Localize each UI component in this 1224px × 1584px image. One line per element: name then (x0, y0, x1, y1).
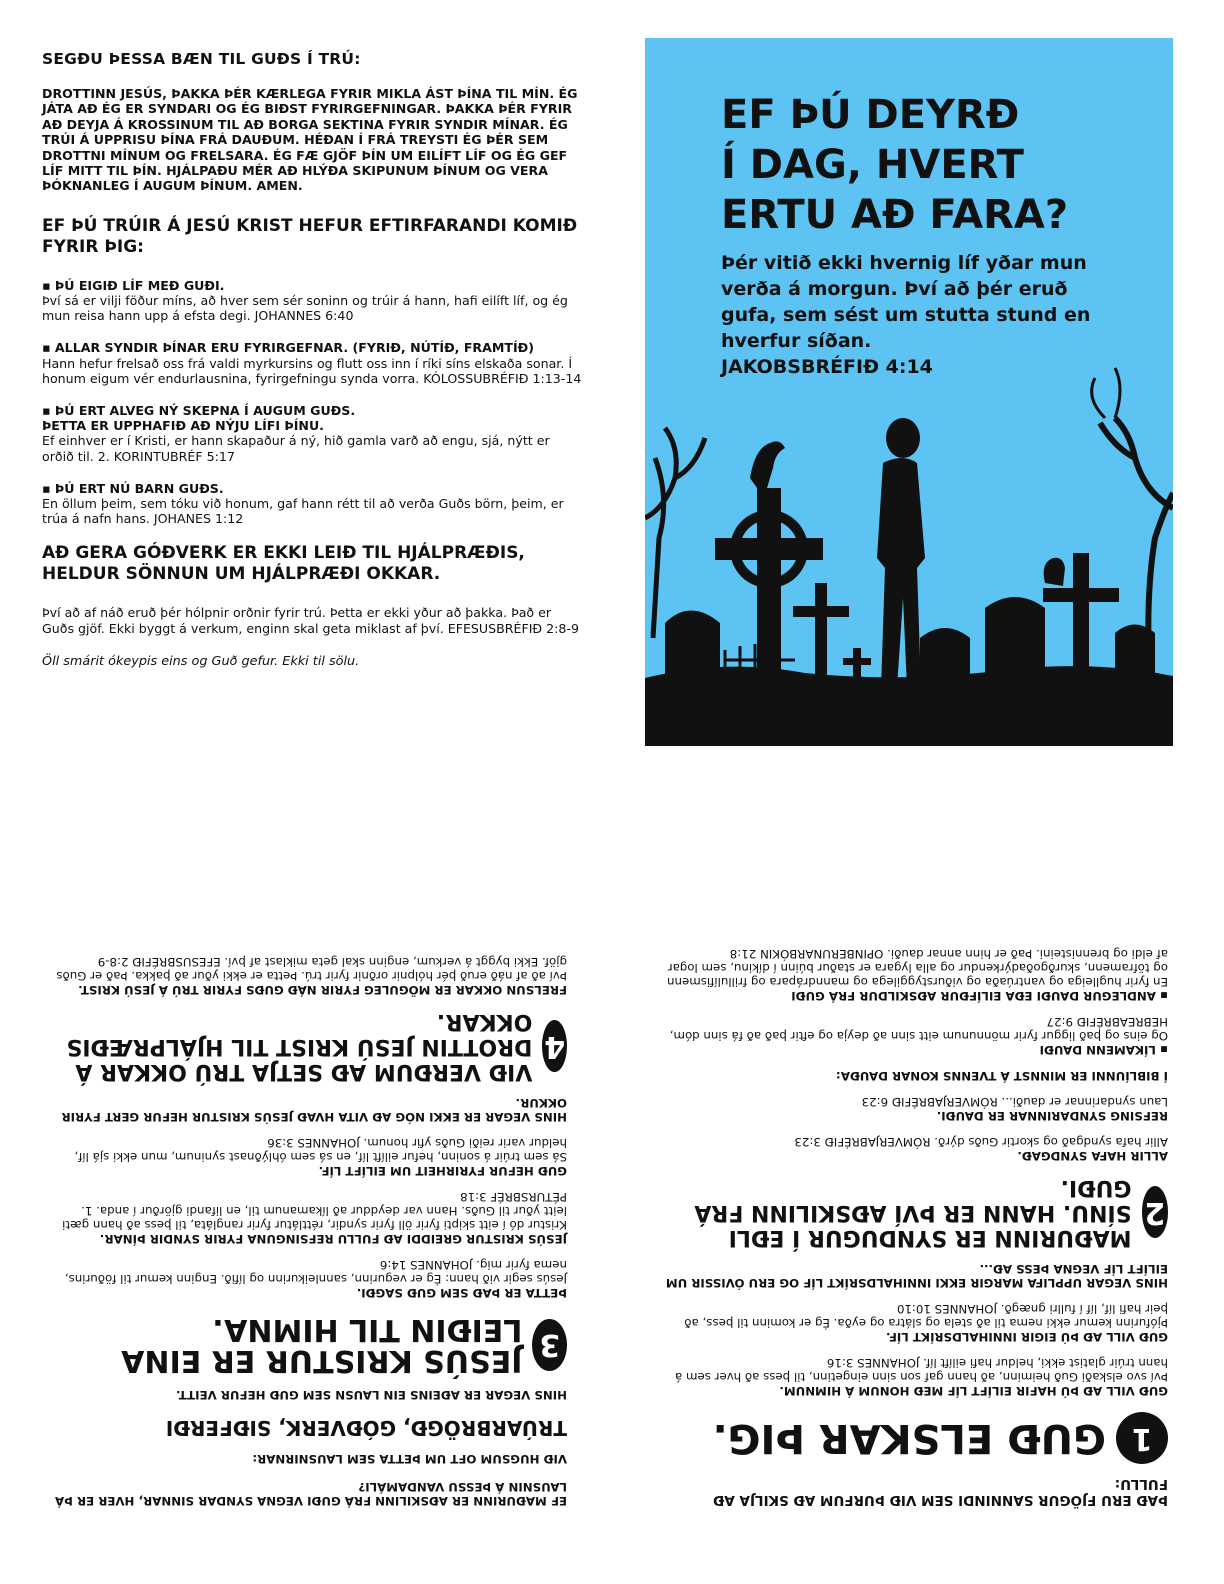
para-text: En fyrir huglleiga og vantrúaða og viðurstyggilega og manndrápara og frillulífismenn og töframenn, skurðgoðadýrkendur og alla lygara er staður búinn í díkinu, sem logar af eldi og brennisteini. Það er hinn annar dauði. OPINBERUNARBÓKIN 21:8 (667, 947, 1168, 989)
para-text: Sá sem trúir á soninn, hefur eilíft líf, en sá sem óhlýðnast syninum, mun ekki sjá líf, heldur varir reiði Guðs yfir honum. JOHANNES 3:36 (74, 1136, 567, 1164)
para-text: Því að af náð eruð þér hólpnir orðnir fyrir trú. Þetta er ekki yður að þakka. Það er Guðs gjöf. Ekki byggt á verkum, enginn skal geta miklast af því. EFESUSBRÉFIÐ 2:8-9 (56, 955, 567, 983)
benefit-title: ▪ ALLAR SYNDIR ÞÍNAR ERU FYRIRGEFNAR. (FYRIÐ, NÚTÍÐ, FRAMTÍÐ) (42, 340, 534, 356)
para-title: GUÐ VILL AÐ ÞÚ EIGIR INNIHALDSRÍKT LÍF. (886, 1330, 1168, 1344)
para-title: ▪ ANDLEGUR DAUÐI EÐA EILÍFÐUR AÐSKILDUR FRÁ GUÐI (791, 989, 1168, 1003)
benefit-title: ▪ ÞÚ ERT ALVEG NÝ SKEPNA Í AUGUM GUÐS. (42, 403, 356, 419)
step-1-para (660, 1302, 1168, 1344)
step-4-para (42, 955, 567, 997)
headline-line-3: ERTU AÐ FARA? (721, 192, 1069, 238)
headline-line-1: EF ÞÚ DEYRÐ (721, 92, 1020, 138)
benefit-text: Því sá er vilji föður míns, að hver sem sér soninn og trúir á hann, hafi eilíft líf, og ég mun reisa hann upp á efsta degi. JOHANNES 6:40 (42, 293, 568, 324)
para-title: GUÐ HEFUR FYRIRHEIT UM EILÍFT LÍF. (318, 1164, 567, 1178)
step-4-title: VIÐ VERÐUM AÐ SETJA TRÚ OKKAR Á DROTTIN JESÚ KRIST TIL HJÁLPRÆÐIS OKKAR. (66, 1009, 533, 1084)
benefit-text: En öllum þeim, sem tóku við honum, gaf hann rétt til að verða Guðs börn, þeim, er trúa á nafn hans. JOHANES 1:12 (42, 496, 564, 527)
step-2-title: MAÐURINN ER SYNDUGUR Í EÐLI SÍNU. HANN ER ÞVÍ AÐSKILINN FRÁ GUÐI. (694, 1175, 1132, 1250)
benefit-text: Hann hefur frelsað oss frá valdi myrkursins og flutt oss inn í ríki síns elskaða sonar. Í honum eigum vér endurlausnina, fyrirgefningu synda vorra. KÓLOSSUBRÉFIÐ 1:13-14 (42, 355, 582, 386)
prayer-heading: SEGÐU ÞESSA BÆN TIL GUÐS Í TRÚ: (42, 50, 361, 68)
para-title: ALLIR HAFA SYNDGAÐ. (1017, 1149, 1168, 1163)
para-text: Kristur dó í eitt skipti fyrir öll fyrir syndir, réttlátur fyrir rangláta, til þess að hann gæti leitt yður til Guðs. Hann var deyddur að líkamanum til, en lifandi gjörður í anda. 1. PÉTURSBRÉF 3:18 (62, 1190, 567, 1232)
step-3-para (42, 1258, 567, 1300)
step-1-title: GUÐ ELSKAR ÞIG. (712, 1415, 1106, 1461)
solution-list: TRÚARBRÖGÐ, GÓÐVERK, SIÐFERÐI (165, 1416, 567, 1440)
benefit-item (42, 340, 582, 386)
para-title: ▪ LÍKAMENN DAUÐI (1039, 1043, 1168, 1057)
poster-verse (721, 250, 1121, 380)
verse-reference: JAKOBSBRÉFIÐ 4:14 (721, 356, 933, 378)
para-text: Laun syndarinnar er dauði... RÓMVERJABRÉFIÐ 6:23 (861, 1095, 1168, 1109)
para-text: Þjófurinn kemur ekki nema til að stela og slátra og eyða. Ég er kominn til þess, að þeir hafi líf, líf í fullri gnægð. JOHANNES 10:10 (684, 1302, 1168, 1330)
benefit-item (42, 278, 582, 324)
step-2-para (660, 947, 1168, 1003)
step-2-para (660, 1095, 1168, 1123)
poster-headline (721, 90, 1068, 240)
step-1-number: 1 (1116, 1412, 1168, 1464)
believe-heading: EF ÞÚ TRÚIR Á JESÚ KRIST HEFUR EFTIRFARANDI KOMIÐ FYRIR ÞIG: (42, 215, 578, 257)
step-1-para (660, 1356, 1168, 1398)
para-title: ÞETTA ER ÞAÐ SEM GUÐ SAGÐI. (356, 1286, 567, 1300)
one-solution: HINS VEGAR ER AÐEINS EIN LAUSN SEM GUÐ HEFUR VEITT. (176, 1388, 567, 1402)
benefit-item (42, 481, 582, 527)
truths-intro: ÞAÐ ERU FJÖGUR SANNINDI SEM VIÐ ÞURFUM AÐ SKILJA AÐ FULLU: (713, 1476, 1168, 1508)
solution-intro: VIÐ HUGSUM OFT UM ÞETTA SEM LAUSNIRNAR: (252, 1452, 567, 1466)
prayer-text: DROTTINN JESÚS, ÞAKKA ÞÉR KÆRLEGA FYRIR MIKLA ÁST ÞÍNA TIL MÍN. ÉG JÁTA AÐ ÉG ER SYNDARI OG ÉG BIÐST FYRIRGEFNINGAR. ÞAKKA ÞÉR FYRIR AÐ DEYJA Á KROSSINUM TIL AÐ BORGA SEKTINA FYRIR SYNDIR MÍNAR. ÉG TRÚI Á UPPRISU ÞÍNA FRÁ DAUÐUM. HÉÐAN Í FRÁ TREYSTI ÉG ÞÉR SEM DROTTNI MÍNUM OG FRELSARA. ÉG FÆ GJÖF ÞÍN UM EILÍFT LÍF OG ÉG GEF LÍF MITT TIL ÞÍN. HJÁLPAÐU MÉR AÐ HLÝÐA SKIPUNUM ÞÍNUM OG VERA ÞÓKNANLEG Í AUGUM ÞÍNUM. AMEN. (42, 86, 578, 194)
step-1-note: HINS VEGAR UPPLIFA MARGIR EKKI INNIHALDSRÍKT LÍF OG ERU ÓVISSIR UM EILÍFT LÍF VEGNA ÞESS AÐ... (665, 1262, 1168, 1290)
step-3-number: 3 (532, 1319, 567, 1371)
para-title: JESÚS KRISTUR GREIDDI AÐ FULLU REFSINGUNA FYRIR SYNDIR ÞÍNAR. (99, 1232, 567, 1246)
steps-1-2-panel (660, 852, 1168, 1508)
para-text: Allir hafa syndgað og skortir Guðs dýrð. RÓMVERJABRÉFIÐ 3:23 (794, 1135, 1168, 1149)
step-4-heading (42, 1009, 567, 1084)
para-title: GUÐ VILL AÐ ÞÚ HAFIR EILÍFT LÍF MEÐ HONUM Á HIMNUM. (779, 1384, 1168, 1398)
works-text: Því að af náð eruð þér hólpnir orðnir fyrir trú. Þetta er ekki yður að þakka. Það er Guðs gjöf. Ekki byggt á verkum, enginn skal geta miklast af því. EFESUSBRÉFIÐ 2:8-9 (42, 605, 579, 636)
para-text: Jesús segir við hann: Ég er vegurinn, sannleikurinn og lífið. Enginn kemur til föðurins, nema fyrir mig. JOHANNES 14:6 (64, 1258, 567, 1286)
step-2-para (660, 1015, 1168, 1057)
steps-3-4-panel (42, 852, 567, 1508)
cover-poster (645, 38, 1173, 746)
prayer-panel (42, 50, 582, 669)
step-1-heading (660, 1412, 1168, 1464)
step-3-note: HINS VEGAR ER EKKI NÓG AÐ VITA HVAÐ JESÚS KRISTUR HEFUR GERT FYRIR OKKUR. (61, 1096, 567, 1124)
headline-line-2: Í DAG, HVERT (721, 142, 1024, 188)
para-title: FRELSUN OKKAR ER MÖGULEG FYRIR NÁÐ GUÐS FYRIR TRÚ Á JESÚ KRIST. (78, 983, 567, 997)
step-2-para (660, 1135, 1168, 1163)
benefit-title: ▪ ÞÚ EIGIÐ LÍF MEÐ GUÐI. (42, 277, 225, 293)
benefit-subtitle: ÞETTA ER UPPHAFIÐ AÐ NÝJU LÍFI ÞÍNU. (42, 418, 324, 434)
step-3-para (42, 1136, 567, 1178)
para-title: REFSING SYNDARINNAR ER DAUÐI. (936, 1109, 1168, 1123)
benefit-text: Ef einhver er í Kristi, er hann skapaður á ný, hið gamla varð að engu, sjá, nýtt er orðið til. 2. KORINTUBRÉF 5:17 (42, 433, 550, 464)
death-types: Í BIBLÍUNNI ER MINNST Á TVENNS KONAR DAUÐA: (835, 1069, 1168, 1083)
step-2-number: 2 (1142, 1187, 1168, 1239)
step-2-heading (660, 1175, 1168, 1250)
verse-text: Þér vitið ekki hvernig líf yðar mun verða á morgun. Því að þér eruð gufa, sem sést um stutta stund en hverfur síðan. (721, 252, 1091, 352)
works-heading: AÐ GERA GÓÐVERK ER EKKI LEIÐ TIL HJÁLPRÆÐIS, HELDUR SÖNNUN UM HJÁLPRÆÐI OKKAR. (42, 543, 525, 585)
solution-question: EF MAÐURINN ER AÐSKILINN FRÁ GUÐI VEGNA SYNDAR SINNAR, HVER ER ÞÁ LAUSNIN Á ÞESSU VANDAMÁLI? (55, 1480, 567, 1508)
benefit-item (42, 403, 582, 464)
step-4-number: 4 (542, 1021, 567, 1073)
step-3-heading (42, 1314, 567, 1376)
footer-note: Öll smárit ókeypis eins og Guð gefur. Ekki til sölu. (42, 653, 360, 669)
para-text: Og eins og það liggur fyrir mönnunum eitt sinn að deyja og eftir það að fá sinn dóm, HEBREABRÉFIÐ 9:27 (669, 1015, 1168, 1043)
benefit-title: ▪ ÞÚ ERT NÚ BARN GUÐS. (42, 480, 224, 496)
step-3-para (42, 1190, 567, 1246)
para-text: Því svo elskaði Guð heiminn, að hann gaf son sinn eingetinn, til þess að hver sem á hann trúir glatist ekki, heldur hafi eilíft líf. JOHANNES 3:16 (674, 1356, 1168, 1384)
step-3-title: JESÚS KRISTUR ER EINA LEIÐIN TIL HIMNA. (121, 1312, 523, 1378)
